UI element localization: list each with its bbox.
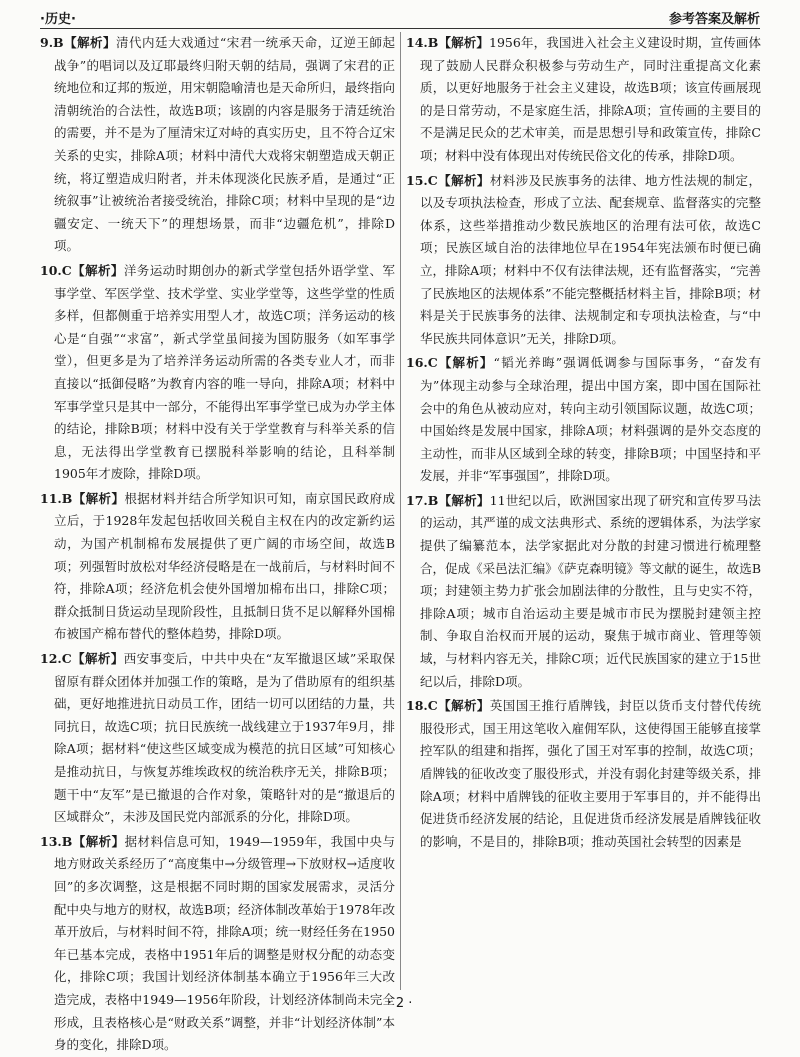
answer-number: 16.C: [406, 355, 438, 371]
answer-number: 15.C: [406, 172, 438, 188]
answer-text: 11世纪以后，欧洲国家出现了研究和宣传罗马法的运动，其严谨的成文法典形式、系统的逻辑体系，为法学家提供了编纂范本，法学家据此对分散的封建习惯进行梳理整合，促成《采邑法汇编》《萨克森明镜》等文献的诞生，故选B项；封建领主势力扩张会加剧法律的分散性，且与史实不符，排除A项；城市自治运动主要是城市市民为摆脱封建领主控制、争取自治权而开展的运动，聚焦于城市商业、管理等领域，与材料内容无关，排除C项；近代民族国家的建立于15世纪以后，排除D项。: [420, 492, 761, 689]
analysis-tag: 【解析】: [437, 355, 494, 371]
answer-number: 12.C: [40, 651, 72, 667]
answer-entry: [40, 488, 395, 646]
analysis-tag: 【解析】: [438, 35, 490, 50]
analysis-tag: 【解析】: [438, 492, 490, 508]
answer-text: 材料涉及民族事务的法律、地方性法规的制定，以及专项执法检查，形成了立法、配套规章、监督落实的完整体系，这些举措推动少数民族地区的治理有法可依，故选C项；民族区域自治的法律地位早在1954年宪法颁布时便已确立，排除A项；材料中不仅有法律法规，还有监督落实，“完善了民族地区的法规体系”不能完整概括材料主旨，排除B项；材料是关于民族事务的法律、法规制定和专项执法检查，与“中华民族共同体意识”无关，排除D项。: [420, 172, 761, 346]
answer-text: 英国国王推行盾牌钱，封臣以货币支付替代传统服役形式，国王用这笔收入雇佣军队，这使得国王能够直接掌控军队的组建和指挥，强化了国王对军事的控制，故选C项；盾牌钱的征收改变了服役形式，并没有弱化封建等级关系，排除A项；材料中盾牌钱的征收主要用于军事目的，并不能得出促进货币经济发展的结论，且促进货币经济发展是盾牌钱征收的影响，不是目的，排除B项；推动英国社会转型的因素是: [420, 698, 761, 849]
answer-entry: [406, 490, 761, 693]
answer-number: 13.B: [40, 833, 73, 849]
analysis-tag: 【解析】: [72, 833, 125, 849]
answer-text: 根据材料并结合所学知识可知，南京国民政府成立后，于1928年发起包括收回关税自主权在内的改定新约运动，为国产机制棉布发展提供了更广阔的市场空间，故选B项；列强暂时放松对华经济侵略是在一战前后，与材料时间不符，排除A项；经济危机会使外国增加棉布出口，排除C项；群众抵制日货运动呈现阶段性，且抵制日货不足以解释外国棉布被国产棉布替代的整体趋势，排除D项。: [54, 490, 395, 642]
answer-entry: [406, 352, 761, 488]
analysis-tag: 【解析】: [71, 651, 124, 667]
answer-number: 14.B: [406, 35, 439, 50]
answer-number: 18.C: [406, 698, 438, 714]
analysis-tag: 【解析】: [437, 698, 490, 714]
subject-label: ·历史·: [40, 12, 76, 27]
answer-entry: [40, 260, 395, 486]
analysis-tag: 【解析】: [71, 262, 124, 278]
analysis-tag: 【解析】: [63, 35, 117, 50]
answer-text: 据材料信息可知，1949—1959年，我国中央与地方财政关系经历了“高度集中→分级管理→下放财权→适度收回”的多次调整，这是根据不同时期的国家发展需求，灵活分配中央与地方的财权，故选B项；经济体制改革始于1978年改革开放后，与材料时间不符，排除A项；统一财经任务在1950年已基本完成，表格中1951年后的调整是财权分配的动态变化，排除C项；我国计划经济体制基本确立于1956年三大改造完成，表格中1949—1956年阶段，计划经济体制尚未完全形成，且表格核心是“财政关系”调整，并非“计划经济体制”本身的变化，排除D项。: [54, 833, 395, 1053]
analysis-tag: 【解析】: [437, 172, 490, 188]
answer-text: 1956年，我国进入社会主义建设时期，宣传画体现了鼓励人民群众积极参与劳动生产，同时注重提高文化素质，以更好地服务于社会主义建设，故选B项；该宣传画展现的是日常劳动，不是家庭生活，排除A项；宣传画的主要目的不是满足民众的艺术审美，而是思想引导和政策宣传，排除C项；材料中没有体现出对传统民俗文化的传承，排除D项。: [420, 35, 761, 163]
analysis-tag: 【解析】: [72, 490, 125, 506]
page-header: [40, 4, 760, 29]
answer-text: 清代内廷大戏通过“宋君一统承天命，辽逆王師起战争”的唱词以及辽耶最终归附天朝的结局，强调了宋君的正统地位和辽邦的叛逆，用宋朝隐喻清也是天命所归，最终指向清朝统治的合法性，故选B项；该剧的内容是服务于清廷统治的需要，并不是为了厘清宋辽对峙的真实历史，且不符合辽宋关系的史实，排除A项；材料中清代大戏将宋朝塑造成天朝正统，将辽塑造成归附者，并未体现淡化民族矛盾，是通过“正统叙事”让被统治者接受统治，排除C项；材料中呈现的是“边疆安定、一统天下”的理想场景，而非“边疆危机”，排除D项。: [54, 35, 395, 254]
page-number: · 2 ·: [387, 996, 413, 1011]
answer-columns: [40, 32, 761, 1053]
answer-number: 10.C: [40, 262, 72, 278]
answer-entry: [40, 648, 395, 829]
answer-entry: [40, 831, 395, 1057]
answer-number: 17.B: [406, 492, 439, 508]
answer-text: 西安事变后，中共中央在“友军撤退区域”采取保留原有群众团体并加强工作的策略，是为了借助原有的组织基础，更好地推进抗日动员工作，团结一切可以团结的力量，共同抗日，故选C项；抗日民族统一战线建立于1937年9月，排除A项；据材料“使这些区域变成为模范的抗日区域”可知核心是推动抗日，与恢复苏维埃政权的统治秩序无关，排除B项；题干中“友军”是已撤退的合作对象，策略针对的是“撤退后的区域群众”，未涉及国民党内部派系的分化，排除D项。: [54, 651, 395, 825]
answer-text: 洋务运动时期创办的新式学堂包括外语学堂、军事学堂、军医学堂、技术学堂、实业学堂等，这些学堂的性质多样，但都侧重于培养实用型人才，故选C项；洋务运动的核心是“自强”“求富”，新式学堂虽间接为国防服务（如军事学堂），但更多是为了培养洋务运动所需的各类专业人才，而非直接以“抵御侵略”为教育内容的唯一导向，排除A项；材料中军事学堂只是其中一部分，不能得出军事学堂已成为办学主体的结论，排除B项；材料中没有关于学堂教育与科举关系的信息，无法得出学堂教育已摆脱科举影响的结论，且科举制1905年才废除，排除D项。: [54, 262, 395, 482]
answer-entry: [406, 170, 761, 351]
answer-number: 11.B: [40, 490, 73, 506]
section-title: 参考答案及解析: [668, 12, 760, 27]
right-column: [406, 32, 761, 990]
column-divider: [400, 32, 401, 990]
answer-number: 9.B: [40, 35, 64, 50]
answer-entry: [40, 32, 395, 258]
answer-entry: [406, 32, 761, 168]
left-column: [40, 32, 395, 1053]
answer-text: “韬光养晦”强调低调参与国际事务，“奋发有为”体现主动参与全球治理，提出中国方案，即中国在国际社会中的角色从被动应对，转向主动引领国际议题，故选C项；中国始终是发展中国家，排除A项；材料强调的是外交态度的主动性，而非从区域到全球的转变，排除B项；中国坚持和平发展，并非“军事强国”，排除D项。: [420, 355, 761, 484]
answer-entry: [406, 695, 761, 853]
